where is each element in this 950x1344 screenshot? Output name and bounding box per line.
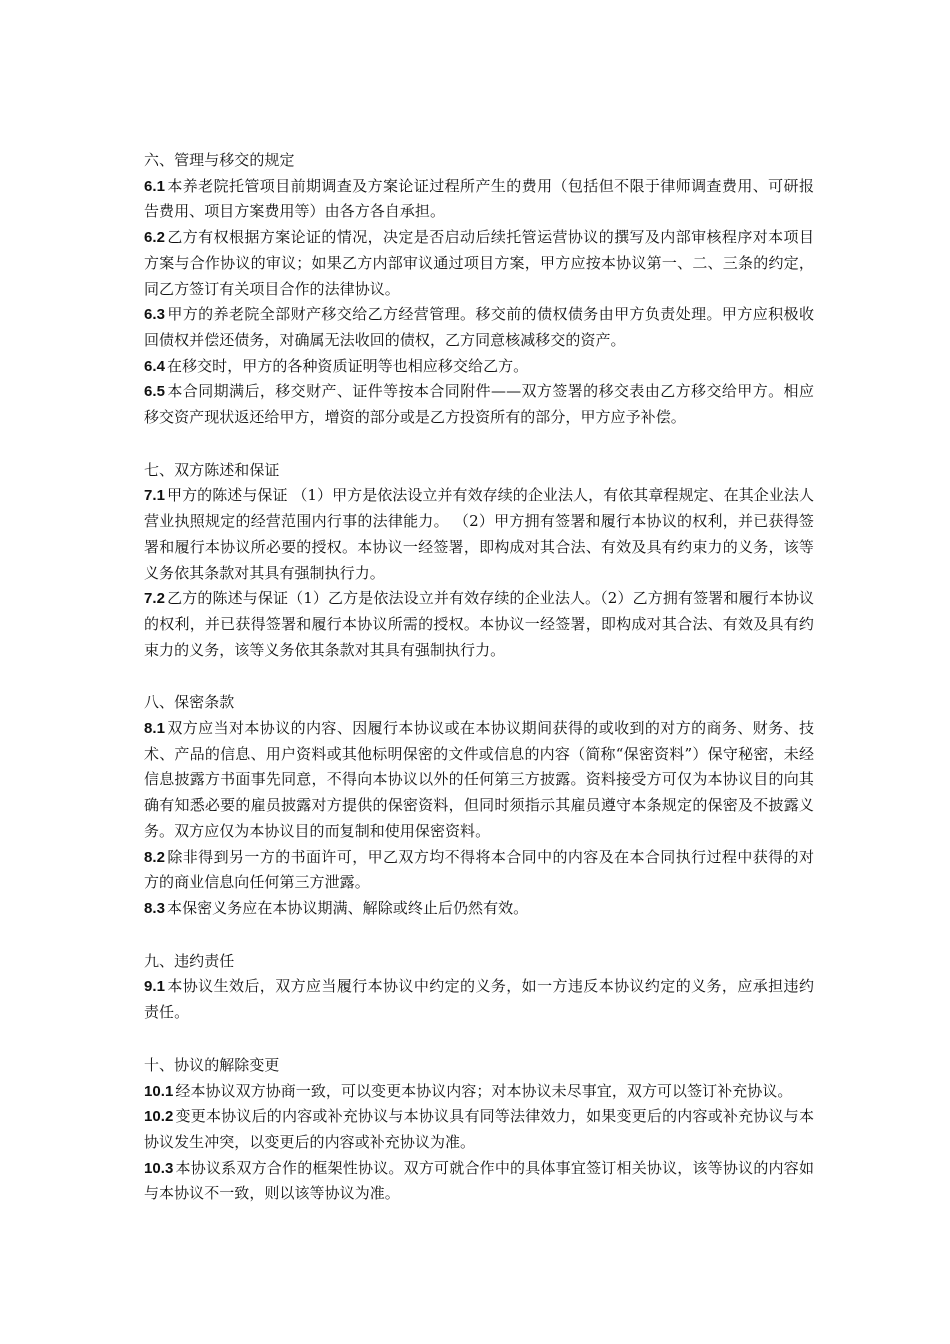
clause-text: 乙方的陈述与保证（1）乙方是依法设立并有效存续的企业法人。（2）乙方拥有签署和履行本协议的权利，并已获得签署和履行本协议所需的授权。本协议一经签署，即构成对其合法、有效及具有约束力的义务，该等义务依其条款对其具有强制执行力。 [144,589,814,659]
clause-9-1 [144,974,814,1025]
clause-text: 经本协议双方协商一致，可以变更本协议内容；对本协议未尽事宜，双方可以签订补充协议。 [175,1081,793,1100]
clause-text: 变更本协议后的内容或补充协议与本协议具有同等法律效力，如果变更后的内容或补充协议与本协议发生冲突，以变更后的内容或补充协议为准。 [144,1107,814,1151]
clause-number: 8.1 [144,720,166,738]
clause-number: 10.3 [144,1159,174,1177]
section-heading: 八、保密条款 [144,693,235,712]
clause-text: 本合同期满后，移交财产、证件等按本合同附件——双方签署的移交表由乙方移交给甲方。相应移交资产现状返还给甲方，增资的部分或是乙方投资所有的部分，甲方应予补偿。 [144,382,814,427]
clause-text: 在移交时，甲方的各种资质证明等也相应移交给乙方。 [167,356,529,375]
clause-text: 本保密义务应在本协议期满、解除或终止后仍然有效。 [167,898,529,917]
section-confidentiality [144,690,814,921]
clause-number: 6.5 [144,383,166,401]
clause-text: 本协议生效后，双方应当履行本协议中约定的义务，如一方违反本协议约定的义务，应承担违约责任。 [144,977,814,1022]
clause-7-1 [144,483,814,586]
clause-text: 本养老院托管项目前期调查及方案论证过程所产生的费用（包括但不限于律师调查费用、可研报告费用、项目方案费用等）由各方各自承担。 [144,176,814,221]
clause-text: 本协议系双方合作的框架性协议。双方可就合作中的具体事宜签订相关协议，该等协议的内容如与本协议不一致，则以该等协议为准。 [144,1158,814,1203]
section-liability [144,949,814,1026]
clause-number: 8.3 [144,899,166,917]
clause-text: 除非得到另一方的书面许可，甲乙双方均不得将本合同中的内容及在本合同执行过程中获得的对方的商业信息向任何第三方泄露。 [144,847,814,892]
section-heading: 九、违约责任 [144,951,235,970]
clause-7-2 [144,586,814,663]
section-termination-modification [144,1053,814,1207]
clause-number: 8.2 [144,848,166,866]
clause-number: 6.1 [144,177,166,195]
clause-8-2 [144,845,814,896]
clause-text: 双方应当对本协议的内容、因履行本协议或在本协议期间获得的或收到的对方的商务、财务、技术、产品的信息、用户资料或其他标明保密的文件或信息的内容（简称“保密资料”）保守秘密，未经信息披露方书面事先同意，不得向本协议以外的任何第三方披露。资料接受方可仅为本协议目的向其确有知悉必要的雇员披露对方提供的保密资料，但同时须指示其雇员遵守本条规定的保密及不披露义务。双方应仅为本协议目的而复制和使用保密资料。 [144,719,814,840]
clause-6-1 [144,174,814,225]
clause-10-1 [144,1079,814,1105]
clause-8-3 [144,896,814,922]
clause-text: 乙方有权根据方案论证的情况，决定是否启动后续托管运营协议的撰写及内部审核程序对本项目方案与合作协议的审议；如果乙方内部审议通过项目方案，甲方应按本协议第一、二、三条的约定，同乙方签订有关项目合作的法律协议。 [144,228,814,298]
clause-number: 9.1 [144,978,166,996]
clause-6-3 [144,302,814,353]
clause-text: 甲方的陈述与保证 （1）甲方是依法设立并有效存续的企业法人，有依其章程规定、在其企业法人营业执照规定的经营范围内行事的法律能力。 （2）甲方拥有签署和履行本协议的权利，并已获得签署和履行本协议所必要的授权。本协议一经签署，即构成对其合法、有效及具有约束力的义务，该等义务依其条款对其具有强制执行力。 [144,486,814,582]
clause-6-2 [144,225,814,302]
clause-number: 10.2 [144,1108,174,1126]
clause-10-2 [144,1104,814,1155]
clause-number: 7.1 [144,487,166,505]
section-heading: 七、双方陈述和保证 [144,460,280,479]
clause-10-3 [144,1156,814,1207]
clause-8-1 [144,716,814,845]
section-heading: 六、管理与移交的规定 [144,151,295,169]
section-heading: 十、协议的解除变更 [144,1055,280,1074]
section-management-transfer [144,148,814,431]
clause-number: 10.1 [144,1082,174,1100]
clause-number: 6.2 [144,229,166,247]
clause-6-5 [144,379,814,430]
clause-number: 6.3 [144,306,166,324]
clause-6-4 [144,354,814,380]
clause-number: 7.2 [144,590,166,608]
section-representations-warranties [144,458,814,664]
clause-number: 6.4 [144,357,166,375]
document-page [144,148,814,1234]
clause-text: 甲方的养老院全部财产移交给乙方经营管理。移交前的债权债务由甲方负责处理。甲方应积极收回债权并偿还债务，对确属无法收回的债权，乙方同意核减移交的资产。 [144,305,814,349]
